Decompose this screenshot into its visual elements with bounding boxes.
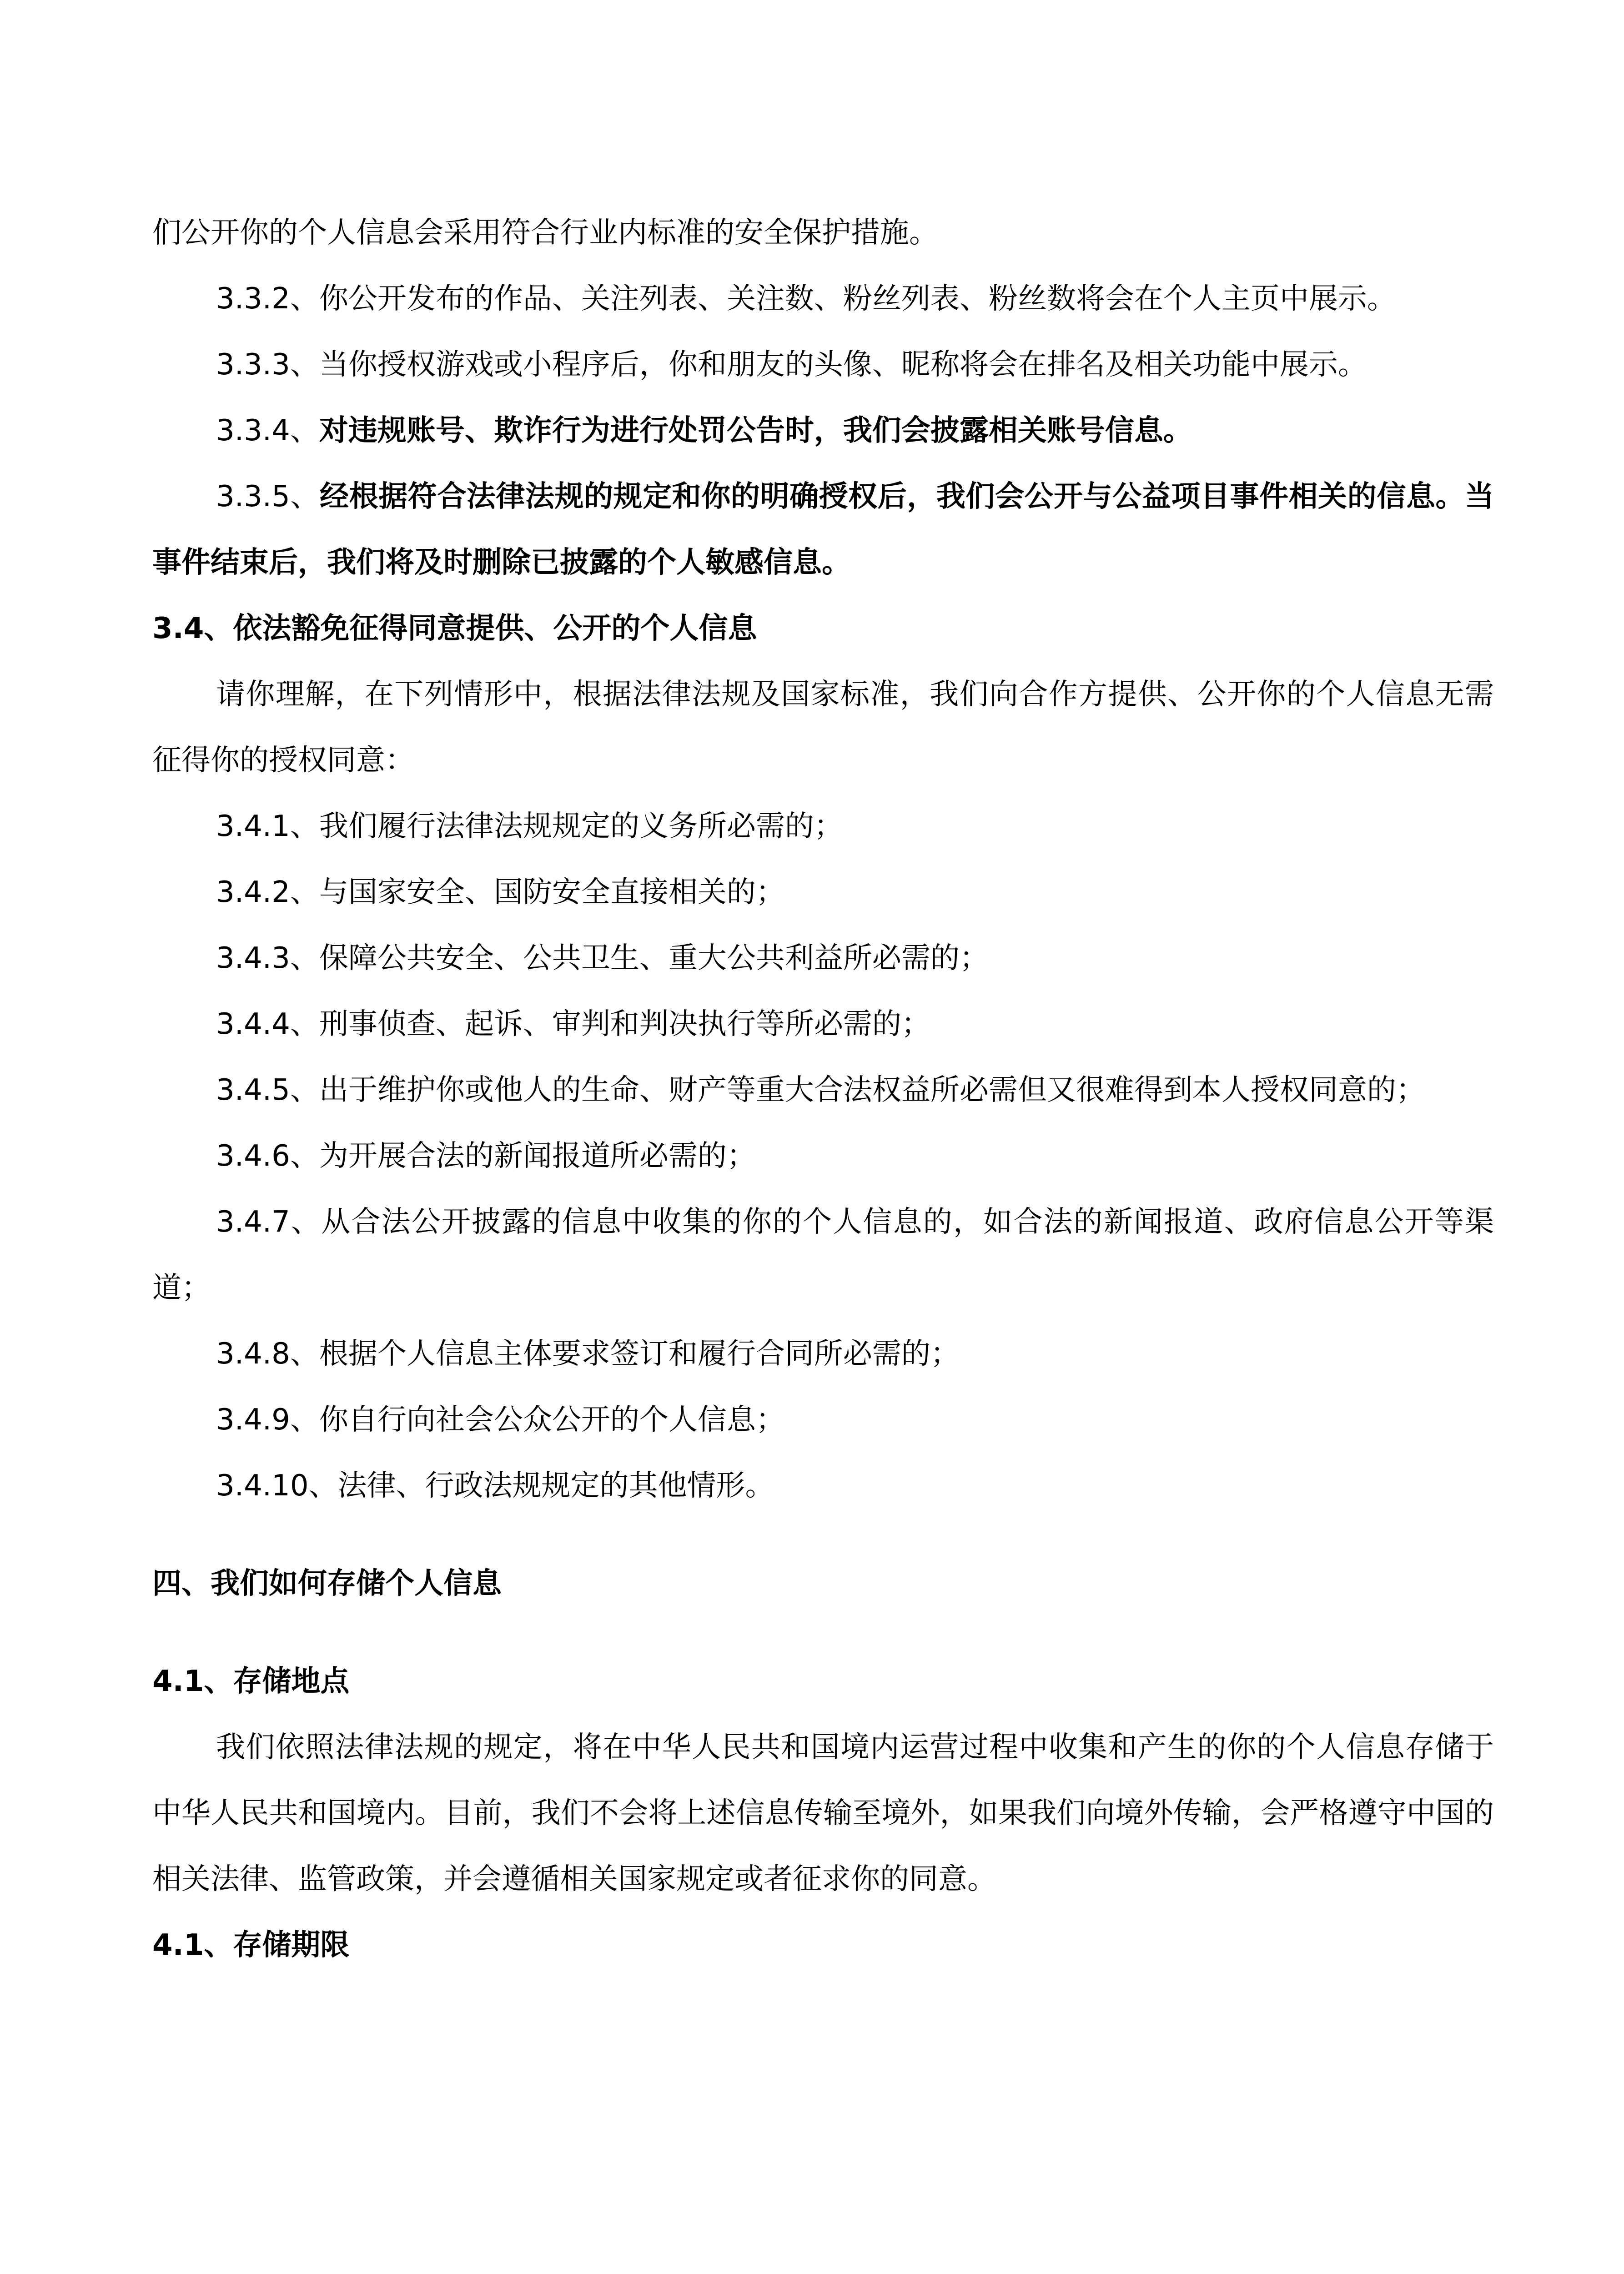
paragraph-3-3-2: 3.3.2、你公开发布的作品、关注列表、关注数、粉丝列表、粉丝数将会在个人主页中展示。 (216, 282, 1396, 316)
paragraph-3-4-5: 3.4.5、出于维护你或他人的生命、财产等重大合法权益所必需但又很难得到本人授权同意的； (216, 1073, 1425, 1107)
document-page (152, 200, 1494, 1978)
clause-number: 3.3.5、 (216, 480, 320, 513)
heading-section-4: 四、我们如何存储个人信息 (152, 1567, 502, 1600)
paragraph-3-4-4: 3.4.4、刑事侦查、起诉、审判和判决执行等所必需的； (216, 1007, 930, 1041)
clause-number: 3.3.4、 (216, 414, 319, 448)
paragraph-3-4-7: 3.4.7、从合法公开披露的信息中收集的你的个人信息的，如合法的新闻报道、政府信息公开等渠道； (152, 1205, 1494, 1305)
paragraph-continuation: 们公开你的个人信息会采用符合行业内标准的安全保护措施。 (152, 216, 938, 250)
heading-4-1-location: 4.1、存储地点 (152, 1665, 350, 1698)
paragraph-3-3-3: 3.3.3、当你授权游戏或小程序后，你和朋友的头像、昵称将会在排名及相关功能中展示。 (216, 348, 1367, 382)
paragraph-3-3-4 (152, 398, 1494, 464)
paragraph-intro: 请你理解，在下列情形中，根据法律法规及国家标准，我们向合作方提供、公开你的个人信息无需征得你的授权同意： (152, 678, 1494, 777)
paragraph-3-4-9: 3.4.9、你自行向社会公众公开的个人信息； (216, 1403, 785, 1437)
paragraph-3-3-5 (152, 464, 1494, 596)
bold-text: 对违规账号、欺诈行为进行处罚公告时，我们会披露相关账号信息。 (319, 414, 1192, 448)
bold-text: 经根据符合法律法规的规定和你的明确授权后，我们会公开与公益项目事件相关的信息。当事件结束后，我们将及时删除已披露的个人敏感信息。 (152, 480, 1494, 579)
paragraph-3-4-8: 3.4.8、根据个人信息主体要求签订和履行合同所必需的； (216, 1337, 960, 1371)
paragraph-3-4-6: 3.4.6、为开展合法的新闻报道所必需的； (216, 1139, 756, 1173)
paragraph-3-4-10: 3.4.10、法律、行政法规规定的其他情形。 (216, 1469, 774, 1503)
paragraph-storage-location: 我们依照法律法规的规定，将在中华人民共和国境内运营过程中收集和产生的你的个人信息存储于中华人民共和国境内。目前，我们不会将上述信息传输至境外，如果我们向境外传输，会严格遵守中国的相关法律、监管政策，并会遵循相关国家规定或者征求你的同意。 (152, 1731, 1494, 1896)
paragraph-3-4-3: 3.4.3、保障公共安全、公共卫生、重大公共利益所必需的； (216, 941, 989, 975)
paragraph-3-4-2: 3.4.2、与国家安全、国防安全直接相关的； (216, 875, 785, 909)
paragraph-3-4-1: 3.4.1、我们履行法律法规规定的义务所必需的； (216, 810, 843, 843)
heading-4-1-period: 4.1、存储期限 (152, 1928, 350, 1962)
heading-3-4: 3.4、依法豁免征得同意提供、公开的个人信息 (152, 612, 757, 645)
